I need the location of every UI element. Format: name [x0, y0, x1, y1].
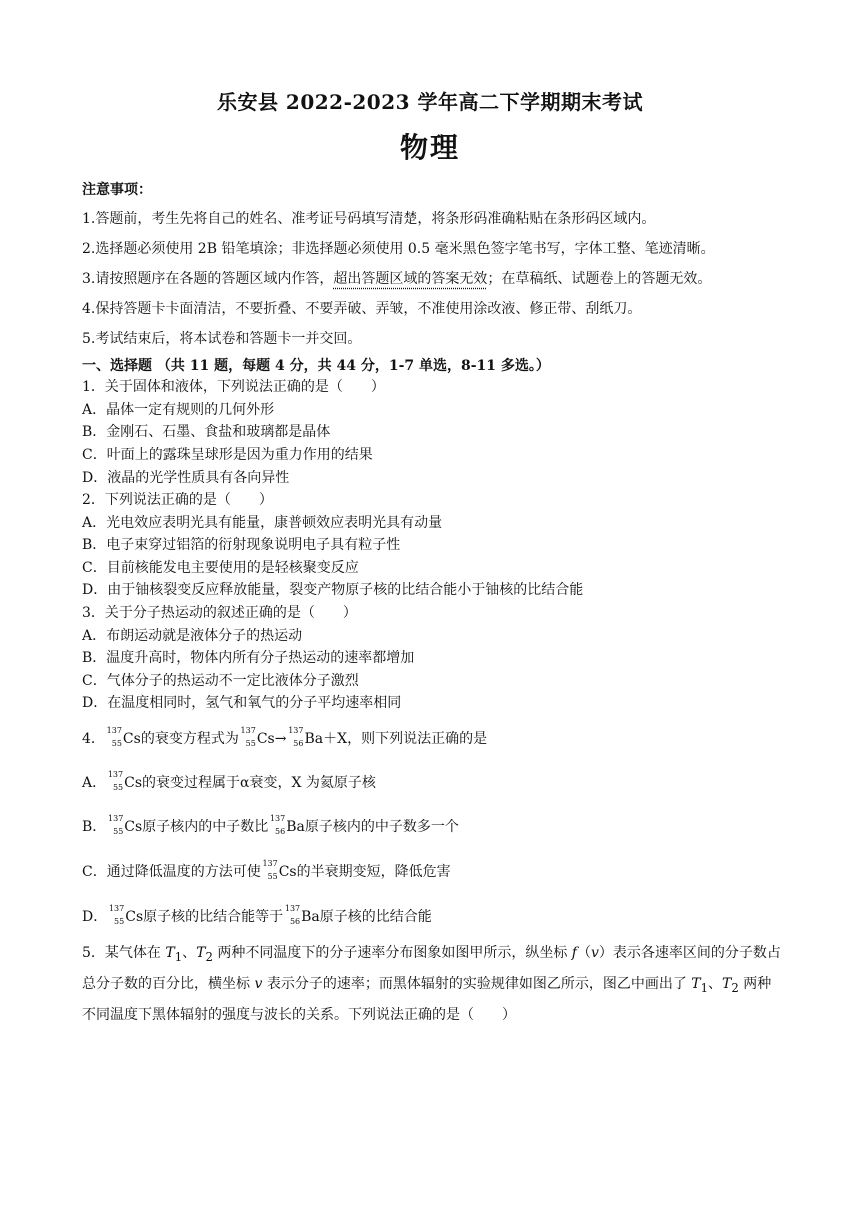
variable: T [722, 975, 732, 992]
notice-item: 1.答题前，考生先将自己的姓名、准考证号码填写清楚，将条形码准确粘贴在条形码区域内。 [82, 211, 656, 227]
option-text: C．通过降低温度的方法可使 [82, 864, 261, 880]
question-stem: 3．关于分子热运动的叙述正确的是（ ） [82, 605, 357, 621]
option: C．叶面上的露珠呈球形是因为重力作用的结果 [82, 447, 373, 463]
mass-number: 137 [107, 770, 124, 779]
option-label: B． [82, 819, 107, 835]
element-symbol: Cs [122, 731, 141, 747]
atomic-number: 56 [275, 827, 286, 836]
element-symbol: Cs [124, 775, 143, 791]
atomic-number: 56 [289, 917, 301, 926]
notice-heading: 注意事项： [82, 182, 152, 198]
variable: f [571, 945, 577, 961]
mass-number: 137 [108, 904, 125, 913]
stem-text: 5．某气体在 [82, 945, 166, 961]
question-stem [82, 940, 782, 1029]
atomic-number: 55 [113, 827, 124, 836]
notice-text: 3.请按照题序在各题的答题区域内作答， [82, 271, 334, 287]
option-text: 原子核内的中子数多一个 [304, 819, 459, 835]
option: B．电子束穿过铝箔的衍射现象说明电子具有粒子性 [82, 537, 401, 553]
atomic-number: 55 [112, 783, 124, 792]
question-stem: 1．关于固体和液体，下列说法正确的是（ ） [82, 379, 385, 395]
stem-text: （ [576, 945, 591, 961]
stem-text: 两种不同温度下黑体辐射的强度与波长的关系。下列说法正确的是（ ） [82, 975, 772, 1023]
option [82, 859, 782, 882]
element-symbol: Cs [124, 819, 143, 835]
notice-item: 4.保持答题卡卡面清洁，不要折叠、不要弄破、弄皱，不准使用涂改液、修正带、刮纸刀。 [82, 301, 642, 317]
stem-text: ）表示各速率区间的分子数占总分子数的百分比，横坐标 [82, 945, 781, 992]
element-symbol: Ba [301, 909, 320, 925]
variable: v [254, 975, 263, 992]
atomic-number: 55 [111, 739, 122, 748]
mass-number: 137 [108, 814, 124, 823]
option-text: 原子核内的中子数比 [142, 819, 269, 835]
option-label: D． [82, 909, 108, 925]
variable: T [196, 945, 206, 961]
atomic-number: 55 [267, 872, 278, 881]
question-stem [82, 726, 782, 749]
arrow-symbol: → [274, 731, 287, 747]
stem-text: 、 [182, 945, 197, 961]
notice-item [82, 269, 782, 289]
option [82, 904, 782, 927]
nuclide-notation [107, 904, 125, 927]
subscript: 1 [700, 980, 709, 995]
option: D．液晶的光学性质具有各向异性 [82, 470, 290, 486]
option-label: A． [82, 775, 107, 791]
option-text: 原子核的比结合能等于 [143, 909, 284, 925]
stem-text: 两种不同温度下的分子速率分布图象如图甲所示，纵坐标 [212, 945, 572, 961]
stem-text: ＋X，则下列说法正确的是 [323, 731, 488, 747]
option [82, 814, 782, 837]
option-text: 的半衰期变短，降低危害 [296, 864, 451, 880]
notice-item: 2.选择题必须使用 2B 铅笔填涂；非选择题必须使用 0.5 毫米黑色签字笔书写，字体工整、笔迹清晰。 [82, 241, 715, 257]
section-heading: 一、选择题 （共 11 题，每题 4 分，共 44 分，1-7 单选，8-11 多选。） [82, 358, 550, 374]
notice-item: 5.考试结束后，将本试卷和答题卡一并交回。 [82, 331, 362, 347]
element-symbol: Cs [256, 731, 275, 747]
subscript: 2 [205, 949, 213, 964]
nuclide-notation [105, 726, 123, 749]
option-text: 的衰变过程属于α衰变，X 为氦原子核 [142, 775, 376, 791]
nuclide-notation [261, 859, 279, 882]
option [82, 770, 782, 793]
atomic-number: 56 [293, 739, 304, 748]
q-number: 4． [82, 731, 105, 747]
subject-title: 物理 [399, 131, 460, 164]
variable: T [691, 975, 701, 992]
stem-text: 表示分子的速率；而黑体辐射的实验规律如图乙所示，图乙中画出了 [262, 975, 692, 992]
subscript: 2 [731, 980, 739, 995]
option: A．晶体一定有规则的几何外形 [82, 402, 275, 418]
stem-text: 、 [708, 975, 723, 992]
nuclide-notation [239, 726, 257, 749]
option: A．光电效应表明光具有能量，康普顿效应表明光具有动量 [82, 515, 443, 531]
element-symbol: Ba [304, 731, 324, 747]
subscript: 1 [174, 949, 183, 964]
nuclide-notation [106, 770, 124, 793]
mass-number: 137 [240, 726, 256, 735]
variable: v [590, 945, 599, 961]
emphasis-text: 超出答题区域的答案无效 [333, 271, 488, 287]
notice-text: ；在草稿纸、试题卷上的答题无效。 [487, 271, 712, 287]
variable: T [165, 945, 175, 961]
nuclide-notation [286, 726, 304, 749]
element-symbol: Cs [278, 864, 297, 880]
mass-number: 137 [269, 814, 286, 823]
nuclide-notation [283, 904, 301, 927]
mass-number: 137 [288, 726, 304, 735]
option: B．温度升高时，物体内所有分子热运动的速率都增加 [82, 650, 415, 666]
question-stem: 2．下列说法正确的是（ ） [82, 492, 273, 508]
option: D．由于铀核裂变反应释放能量，裂变产物原子核的比结合能小于铀核的比结合能 [82, 582, 584, 598]
option: D．在温度相同时，氢气和氧气的分子平均速率相同 [82, 695, 402, 711]
nuclide-notation [106, 814, 124, 837]
element-symbol: Cs [125, 909, 144, 925]
element-symbol: Ba [286, 819, 305, 835]
stem-text: 的衰变方程式为 [140, 731, 239, 747]
option: C．气体分子的热运动不一定比液体分子激烈 [82, 673, 359, 689]
mass-number: 137 [106, 726, 122, 735]
option: B．金刚石、石墨、食盐和玻璃都是晶体 [82, 424, 331, 440]
mass-number: 137 [262, 859, 278, 868]
option: A．布朗运动就是液体分子的热运动 [82, 628, 303, 644]
atomic-number: 55 [245, 739, 256, 748]
option-text: 原子核的比结合能 [319, 909, 432, 925]
exam-title: 乐安县 2022-2023 学年高二下学期期末考试 [216, 90, 644, 114]
atomic-number: 55 [114, 917, 125, 926]
option: C．目前核能发电主要使用的是轻核聚变反应 [82, 560, 359, 576]
nuclide-notation [268, 814, 286, 837]
mass-number: 137 [284, 904, 301, 913]
